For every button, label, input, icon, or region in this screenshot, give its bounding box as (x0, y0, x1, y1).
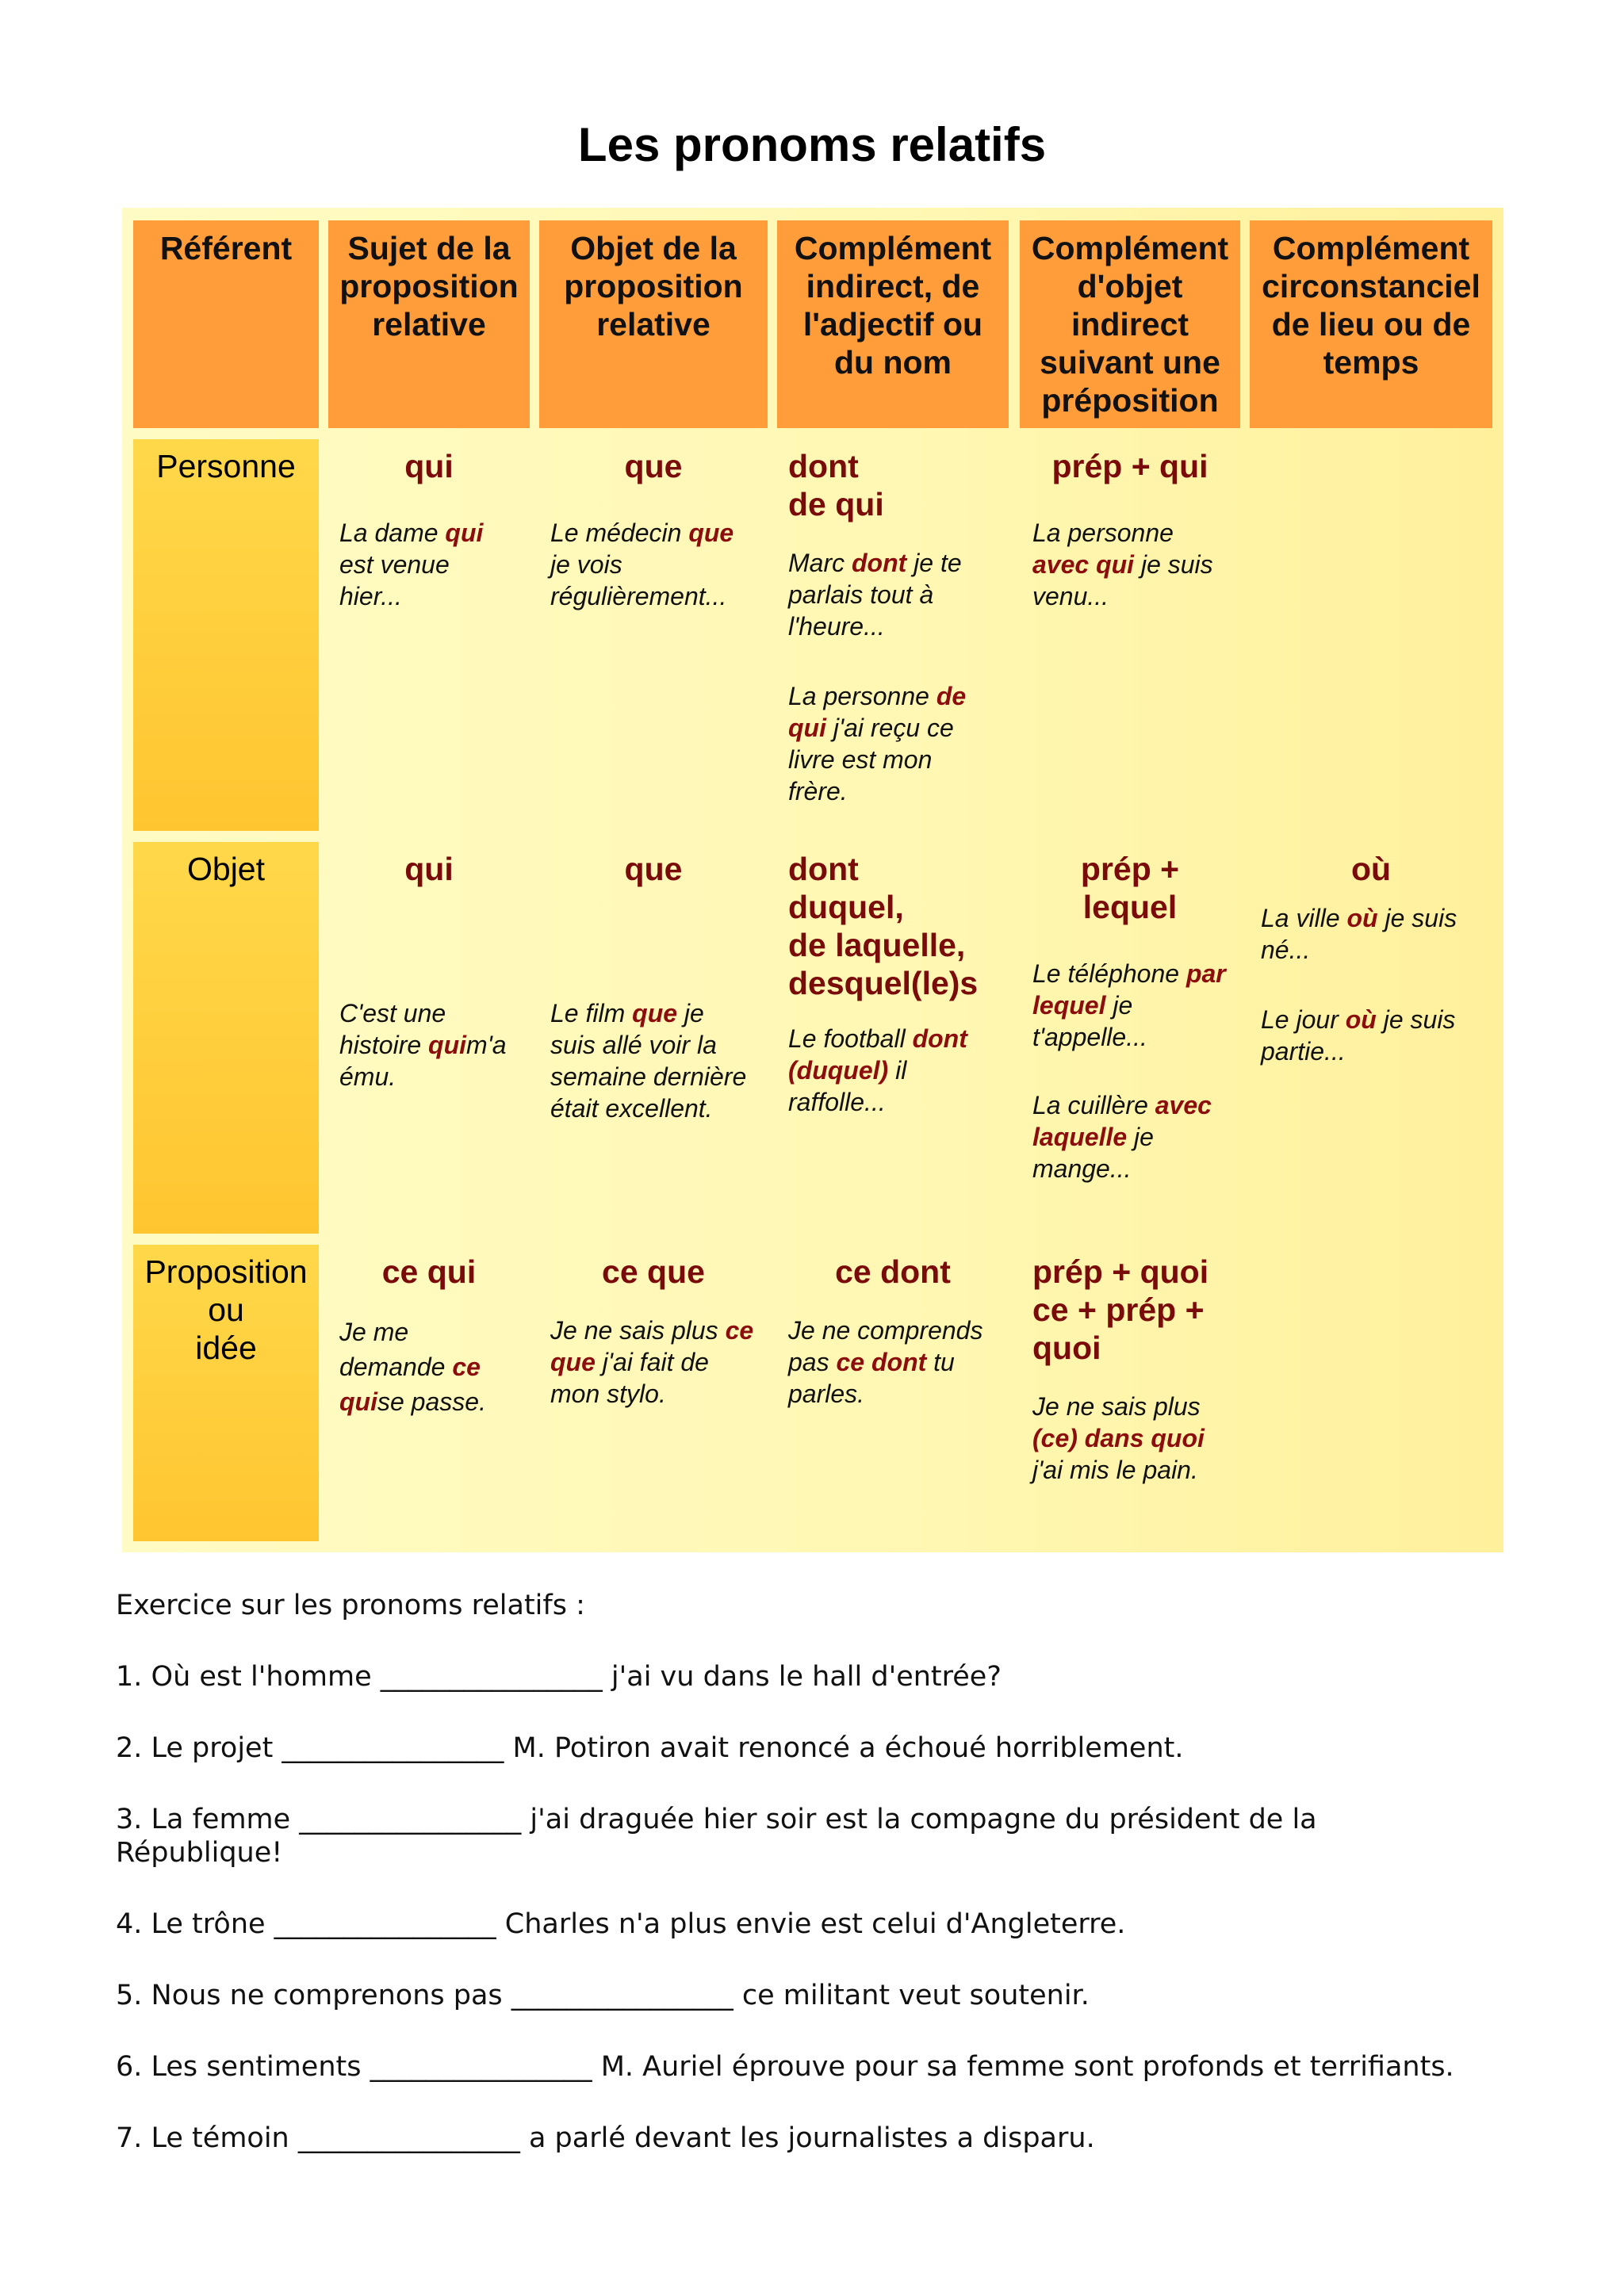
header-line: Complément (1272, 230, 1470, 266)
exercise-item: 1. Où est l'homme ________________ j'ai vu dans le hall d'entrée? (116, 1661, 1002, 1693)
example-text: C'est une histoire quim'a ému. (339, 999, 507, 1091)
pronoun-keyword: où (1350, 851, 1392, 887)
pronoun-keyword: ce dont (835, 1253, 951, 1290)
header-preposition (1020, 220, 1240, 428)
referent-label: Personne (156, 448, 296, 484)
header-lieu-temps (1250, 220, 1492, 428)
pronoun-keyword: de laquelle, (788, 927, 966, 963)
page-title: Les pronoms relatifs (577, 118, 1047, 171)
header-line: Complément (1031, 230, 1229, 266)
cell-proposition-indirect (777, 1253, 1009, 1410)
header-line: proposition (564, 268, 743, 304)
cell-personne-objet (539, 447, 768, 612)
pronoun-keyword: que (624, 851, 683, 887)
header-indirect (777, 220, 1009, 428)
cell-objet-indirect (777, 850, 1009, 1118)
header-sujet (328, 220, 530, 428)
exercise-item: 5. Nous ne comprenons pas ________________ ce militant veut soutenir. (116, 1980, 1090, 2011)
pronoun-keyword: dont (788, 851, 859, 887)
pronoun-keyword: quoi (1032, 1330, 1101, 1366)
pronoun-keyword: prép + quoi (1032, 1253, 1209, 1290)
example-text: Marc dont je te parlais tout à l'heure... (788, 549, 962, 641)
example-text: Le téléphone par lequel je t'appelle... (1032, 959, 1226, 1051)
header-line: circonstanciel (1262, 268, 1480, 304)
example-text: Le médecin que je vois régulièrement... (550, 519, 734, 610)
pronoun-keyword: duquel, (788, 889, 904, 925)
header-line: d'objet (1077, 268, 1183, 304)
example-text: La personne avec qui je suis venu... (1032, 519, 1213, 610)
cell-objet-lieu (1250, 850, 1492, 1067)
header-line: Complément (794, 230, 992, 266)
pronoun-keyword: de qui (788, 486, 884, 522)
example-text: Je me demande ce quise passe. (339, 1318, 486, 1416)
referent-proposition (133, 1245, 319, 1541)
header-line: relative (372, 306, 486, 342)
cell-personne-indirect (777, 447, 1009, 807)
pronoun-keyword: dont (788, 448, 859, 484)
referent-label: Objet (187, 851, 265, 887)
exercise-item: 6. Les sentiments ________________ M. Auriel éprouve pour sa femme sont profonds et terrifiants. (116, 2051, 1454, 2083)
header-line: préposition (1041, 382, 1219, 419)
pronoun-keyword: ce qui (381, 1253, 477, 1290)
cell-personne-preposition (1020, 447, 1240, 612)
header-line: indirect (1071, 306, 1189, 342)
exercise-item: 2. Le projet ________________ M. Potiron avait renoncé a échoué horriblement. (116, 1732, 1184, 1764)
referent-label: idée (195, 1330, 257, 1366)
pronoun-keyword: desquel(le)s (788, 965, 979, 1001)
header-line: Sujet de la (347, 230, 511, 266)
pronoun-keyword: prép + (1080, 851, 1180, 887)
pronoun-keyword: ce que (602, 1253, 705, 1290)
pronoun-keyword: ce + prép + (1032, 1292, 1205, 1328)
header-line: du nom (833, 344, 952, 381)
example-text: La cuillère avec laquelle je mange... (1032, 1091, 1212, 1183)
header-line: proposition (339, 268, 519, 304)
cell-personne-sujet (328, 447, 530, 612)
referent-label: Proposition (144, 1253, 308, 1290)
header-line: relative (596, 306, 710, 342)
referent-objet (133, 842, 319, 1234)
pronoun-keyword: qui (404, 448, 454, 484)
example-text: Je ne comprends pas ce dont tu parles. (788, 1316, 983, 1408)
pronoun-keyword: prép + qui (1051, 448, 1208, 484)
example-text: Le film que je suis allé voir la semaine dernière était excellent. (550, 999, 747, 1123)
exercise-item: 4. Le trône ________________ Charles n'a plus envie est celui d'Angleterre. (116, 1908, 1126, 1940)
cell-proposition-sujet (328, 1253, 530, 1419)
exercise-item: 7. Le témoin ________________ a parlé devant les journalistes a disparu. (116, 2122, 1095, 2154)
exercise-item: 3. La femme ________________ j'ai draguée hier soir est la compagne du président de la (116, 1804, 1317, 1835)
cell-objet-objet (539, 850, 768, 1124)
example-text: La dame qui est venue hier... (339, 519, 484, 610)
pronoun-keyword: qui (404, 851, 454, 887)
pronoun-keyword: lequel (1082, 889, 1178, 925)
header-line: suivant une (1040, 344, 1220, 381)
header-line: Objet de la (570, 230, 737, 266)
cell-objet-preposition (1020, 850, 1240, 1184)
example-text: Je ne sais plus ce que j'ai fait de mon stylo. (550, 1316, 754, 1408)
example-text: La personne de qui j'ai reçu ce livre est mon frère. (788, 682, 967, 806)
cell-proposition-preposition (1020, 1253, 1240, 1486)
header-line: temps (1323, 344, 1419, 381)
example-text: Le football dont (duquel) il raffolle... (788, 1024, 967, 1116)
header-objet (539, 220, 768, 428)
example-text: La ville où je suis né... (1261, 904, 1457, 964)
example-text: Le jour où je suis partie... (1261, 1005, 1456, 1066)
exercise-item: République! (116, 1837, 283, 1869)
exercise-heading: Exercice sur les pronoms relatifs : (116, 1590, 585, 1621)
example-text: Je ne sais plus (ce) dans quoi j'ai mis le pain. (1032, 1392, 1205, 1484)
cell-objet-sujet (328, 850, 530, 1093)
referent-label: ou (208, 1292, 244, 1328)
header-line: indirect, de (806, 268, 980, 304)
header-line: Référent (159, 230, 293, 266)
header-line: l'adjectif ou (802, 306, 983, 342)
header-referent (133, 220, 319, 428)
header-line: de lieu ou de (1271, 306, 1471, 342)
pronoun-keyword: que (624, 448, 683, 484)
referent-personne (133, 439, 319, 831)
cell-proposition-objet (539, 1253, 768, 1410)
